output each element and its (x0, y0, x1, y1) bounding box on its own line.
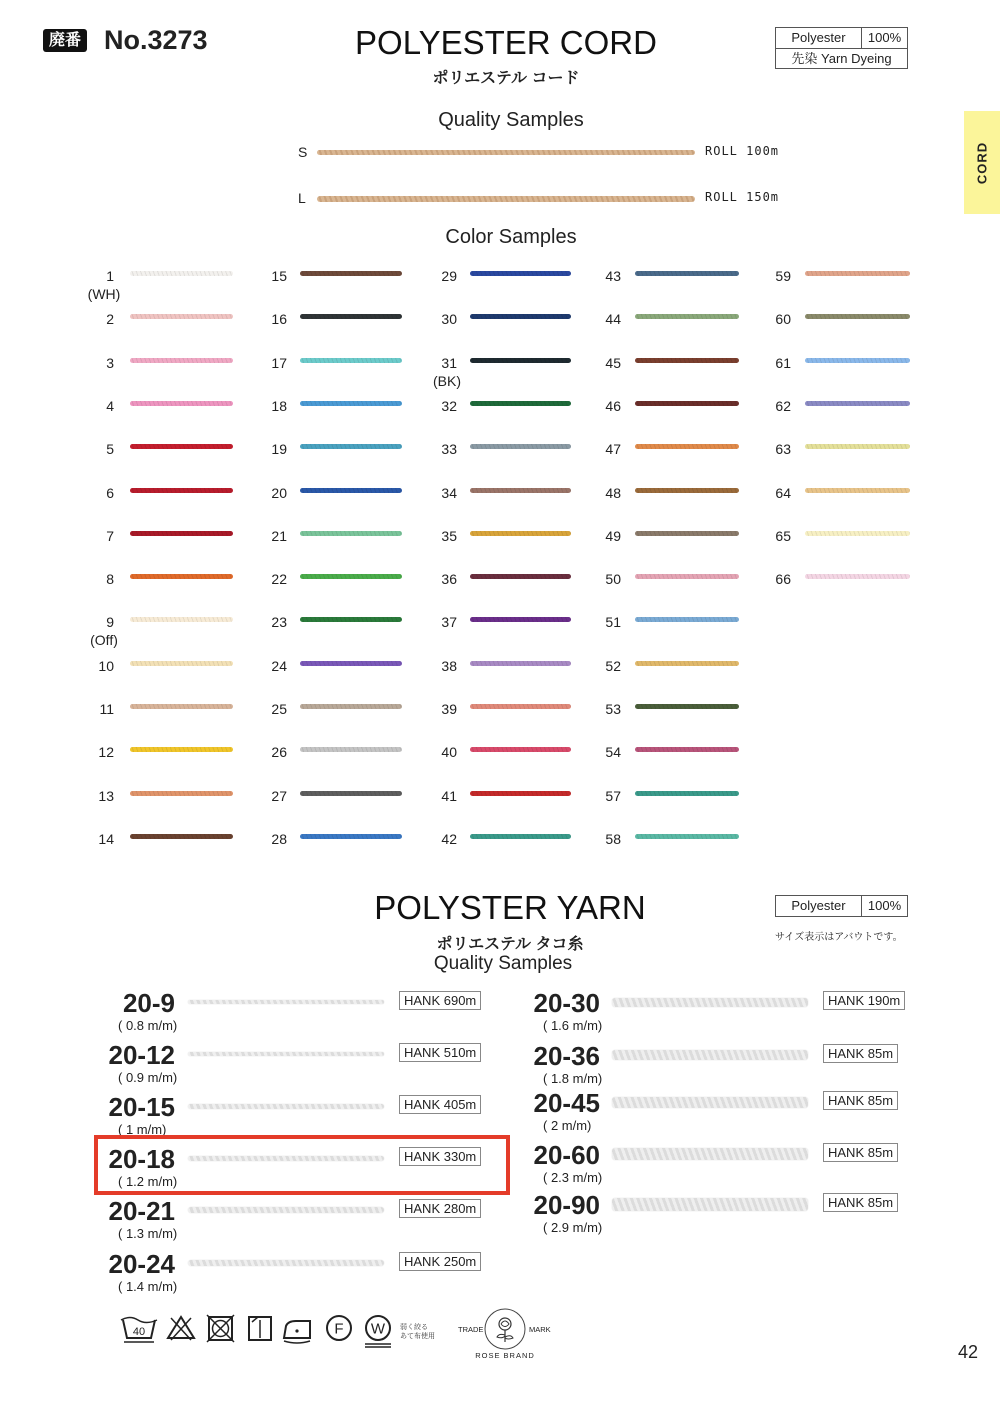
color-code-label: (BK) (433, 372, 461, 389)
color-number: 29 (441, 268, 457, 284)
svg-text:W: W (370, 1320, 386, 1338)
color-swatch[interactable] (470, 444, 571, 449)
spec-percent: 100% (867, 898, 902, 913)
color-swatch[interactable] (300, 834, 402, 839)
spec-material: Polyester (776, 896, 862, 916)
yarn-item-name: 20-18 (108, 1144, 175, 1174)
hank-label: HANK 330m (399, 1147, 481, 1166)
color-number: 60 (775, 311, 791, 328)
color-swatch[interactable] (130, 791, 233, 796)
no-bleach-icon (168, 1317, 194, 1340)
yarn-sample[interactable] (612, 998, 808, 1007)
yarn-spec-table (775, 895, 908, 917)
color-swatch[interactable] (300, 271, 402, 276)
color-swatch[interactable] (130, 358, 233, 363)
hank-label: HANK 690m (399, 991, 481, 1010)
color-swatch[interactable] (300, 747, 402, 752)
yarn-item-size: ( 2 m/m) (543, 1118, 592, 1133)
yarn-subtitle: ポリエステル タコ糸 (436, 936, 584, 953)
hank-label: HANK 510m (399, 1043, 481, 1062)
yarn-item-size: ( 1.8 m/m) (543, 1071, 603, 1086)
color-swatch[interactable] (635, 704, 739, 709)
color-swatch[interactable] (805, 271, 910, 276)
color-swatch[interactable] (470, 531, 571, 536)
color-number: 54 (605, 744, 621, 761)
color-number: 39 (441, 701, 457, 717)
svg-text:MARK: MARK (529, 1325, 551, 1334)
hank-label: HANK 85m (823, 1044, 898, 1063)
color-swatch[interactable] (805, 358, 910, 363)
color-number: 8 (106, 571, 114, 588)
rose-icon (497, 1318, 513, 1342)
color-number: 19 (271, 441, 287, 458)
color-swatch[interactable] (130, 704, 233, 709)
color-number: 9 (106, 614, 114, 631)
color-number: 22 (271, 571, 287, 588)
yarn-item-size: ( 1.3 m/m) (118, 1226, 178, 1241)
color-swatch[interactable] (635, 271, 739, 276)
svg-text:40: 40 (132, 1326, 146, 1338)
color-swatch[interactable] (300, 617, 402, 622)
wash-40-icon (121, 1318, 157, 1343)
color-number: 17 (271, 354, 287, 371)
color-number: 33 (441, 441, 457, 458)
quality-roll-label: ROLL 100m (705, 144, 780, 158)
rose-brand-logo (455, 1304, 555, 1362)
yarn-item-size: ( 1.2 m/m) (118, 1174, 178, 1189)
color-swatch[interactable] (470, 574, 571, 579)
iron-low-icon (284, 1321, 310, 1343)
color-number: 11 (99, 701, 114, 717)
color-swatch[interactable] (300, 401, 402, 406)
yarn-sample[interactable] (612, 1050, 808, 1060)
color-swatch[interactable] (635, 574, 739, 579)
color-swatch[interactable] (635, 834, 739, 839)
yarn-item-name: 20-60 (533, 1140, 600, 1170)
color-number: 41 (441, 787, 457, 804)
color-number: 38 (441, 657, 457, 674)
color-swatch[interactable] (470, 401, 571, 406)
color-number: 7 (106, 527, 114, 544)
color-number: 44 (605, 311, 621, 328)
color-number: 52 (605, 657, 621, 674)
color-number: 14 (98, 830, 114, 847)
color-number: 4 (106, 397, 114, 414)
quality-size-label: S (298, 144, 308, 160)
hank-label: HANK 85m (823, 1091, 898, 1110)
color-number: 13 (98, 787, 114, 804)
color-swatch[interactable] (300, 661, 402, 666)
yarn-item-size: ( 0.8 m/m) (118, 1018, 178, 1033)
color-swatch[interactable] (300, 488, 402, 493)
color-number: 32 (441, 397, 457, 414)
svg-text:ROSE BRAND: ROSE BRAND (475, 1351, 535, 1360)
color-number: 58 (605, 830, 621, 847)
side-tab-cord[interactable] (964, 111, 1000, 214)
yarn-item-name: 20-9 (122, 988, 175, 1018)
yarn-item-size: ( 1.4 m/m) (118, 1279, 178, 1294)
color-swatch[interactable] (130, 314, 233, 319)
color-number: 34 (441, 484, 457, 501)
yarn-item-name: 20-24 (108, 1249, 175, 1279)
color-swatch[interactable] (805, 488, 910, 493)
color-number: 23 (271, 614, 287, 631)
yarn-sample[interactable] (188, 1104, 384, 1109)
color-number: 62 (775, 397, 791, 414)
page-subtitle: ポリエステル コード (432, 70, 580, 87)
color-swatch[interactable] (805, 574, 910, 579)
yarn-item-size: ( 1.6 m/m) (543, 1018, 603, 1033)
dry-clean-f-icon (327, 1316, 351, 1340)
color-swatch[interactable] (635, 747, 739, 752)
color-swatch[interactable] (470, 747, 571, 752)
color-number: 18 (271, 397, 287, 414)
hank-label: HANK 250m (399, 1252, 481, 1271)
color-number: 66 (775, 571, 791, 588)
color-swatch[interactable] (300, 358, 402, 363)
color-swatch[interactable] (470, 314, 571, 319)
color-swatch[interactable] (470, 358, 571, 363)
color-number: 42 (441, 830, 457, 847)
color-swatch[interactable] (130, 271, 233, 276)
color-number: 49 (605, 527, 621, 544)
hank-label: HANK 405m (399, 1095, 481, 1114)
color-swatch[interactable] (130, 574, 233, 579)
color-number: 35 (441, 527, 457, 544)
color-number: 53 (605, 701, 621, 717)
hank-label: HANK 85m (823, 1143, 898, 1162)
color-swatch[interactable] (470, 834, 571, 839)
hank-label: HANK 190m (823, 991, 905, 1010)
side-tab-label: CORD (974, 141, 990, 184)
highlight-box (94, 1135, 510, 1195)
yarn-quality-heading: Quality Samples (433, 953, 573, 974)
color-swatch[interactable] (805, 401, 910, 406)
color-number: 64 (775, 484, 791, 501)
color-number: 2 (106, 311, 114, 328)
yarn-item-name: 20-45 (533, 1088, 600, 1118)
quality-cord-sample (317, 196, 695, 202)
quality-size-label: L (298, 190, 306, 206)
spec-material: Polyester (776, 28, 862, 48)
color-swatch[interactable] (635, 488, 739, 493)
color-swatch[interactable] (130, 747, 233, 752)
color-number: 27 (271, 787, 287, 804)
color-swatch[interactable] (130, 661, 233, 666)
yarn-title: POLYSTER YARN (374, 889, 646, 926)
yarn-sample[interactable] (612, 1097, 808, 1108)
color-swatch[interactable] (805, 531, 910, 536)
color-number: 65 (775, 527, 791, 544)
color-swatch[interactable] (300, 704, 402, 709)
color-swatch[interactable] (300, 791, 402, 796)
color-swatch[interactable] (635, 617, 739, 622)
spec-dye: 先染 Yarn Dyeing (791, 51, 892, 66)
spec-percent: 100% (867, 30, 902, 45)
color-swatch[interactable] (130, 401, 233, 406)
yarn-item-name: 20-30 (533, 988, 600, 1018)
color-swatch[interactable] (470, 271, 571, 276)
color-number: 50 (605, 571, 621, 588)
color-number: 1 (106, 268, 114, 284)
yarn-sample[interactable] (612, 1148, 808, 1160)
yarn-sample[interactable] (188, 1000, 384, 1004)
yarn-sample[interactable] (612, 1198, 808, 1211)
yarn-sample[interactable] (188, 1260, 384, 1266)
yarn-sample[interactable] (188, 1052, 384, 1056)
color-swatch[interactable] (130, 617, 233, 622)
color-swatch[interactable] (130, 834, 233, 839)
color-number: 15 (271, 268, 287, 284)
color-number: 51 (605, 614, 621, 631)
color-number: 43 (605, 268, 621, 284)
color-number: 20 (271, 484, 287, 501)
color-swatch[interactable] (130, 531, 233, 536)
color-number: 48 (605, 484, 621, 501)
color-number: 63 (775, 441, 791, 458)
hank-label: HANK 85m (823, 1193, 898, 1212)
quality-cord-sample (317, 150, 695, 155)
color-swatch[interactable] (635, 661, 739, 666)
color-number: 10 (98, 657, 114, 674)
yarn-item-size: ( 1 m/m) (118, 1122, 167, 1137)
color-code-label: (Off) (90, 632, 118, 649)
discontinued-badge: 廃番 (43, 29, 87, 52)
color-samples-heading: Color Samples (445, 226, 577, 248)
color-swatch[interactable] (130, 488, 233, 493)
page-number: 42 (958, 1342, 979, 1362)
color-number: 24 (271, 657, 287, 674)
wet-clean-w-icon (365, 1316, 391, 1347)
color-swatch[interactable] (635, 791, 739, 796)
yarn-item-name: 20-21 (108, 1196, 175, 1226)
color-swatch[interactable] (635, 444, 739, 449)
cord-spec-table (775, 27, 908, 69)
color-swatch[interactable] (470, 661, 571, 666)
color-number: 21 (271, 527, 287, 544)
yarn-sample[interactable] (188, 1207, 384, 1213)
color-number: 46 (605, 397, 621, 414)
color-number: 47 (605, 441, 621, 458)
svg-text:TRADE: TRADE (458, 1325, 484, 1334)
color-swatch[interactable] (300, 314, 402, 319)
color-swatch[interactable] (300, 531, 402, 536)
yarn-item-name: 20-15 (108, 1092, 175, 1122)
color-swatch[interactable] (470, 617, 571, 622)
yarn-item-name: 20-36 (533, 1041, 600, 1071)
color-number: 61 (775, 354, 791, 371)
color-number: 5 (106, 441, 114, 458)
color-number: 45 (605, 354, 621, 371)
drip-dry-icon (249, 1317, 271, 1340)
color-number: 40 (441, 744, 457, 761)
color-swatch[interactable] (470, 704, 571, 709)
hank-label: HANK 280m (399, 1199, 481, 1218)
size-note: サイズ表示はアバウトです。 (775, 932, 903, 943)
color-swatch[interactable] (130, 444, 233, 449)
quality-samples-heading: Quality Samples (438, 109, 584, 131)
color-number: 6 (106, 484, 114, 501)
quality-roll-label: ROLL 150m (705, 190, 780, 204)
color-number: 25 (271, 701, 287, 717)
color-swatch[interactable] (300, 574, 402, 579)
product-number: No.3273 (104, 25, 208, 55)
color-code-label: (WH) (87, 286, 121, 302)
color-number: 59 (775, 268, 791, 284)
yarn-item-name: 20-90 (533, 1190, 600, 1220)
svg-text:F: F (334, 1320, 344, 1338)
color-swatch[interactable] (635, 401, 739, 406)
color-number: 3 (106, 354, 114, 371)
yarn-item-size: ( 0.9 m/m) (118, 1070, 178, 1085)
color-swatch[interactable] (635, 531, 739, 536)
color-number: 37 (441, 614, 457, 631)
color-swatch[interactable] (470, 488, 571, 493)
page-title: POLYESTER CORD (355, 24, 657, 61)
color-swatch[interactable] (805, 314, 910, 319)
color-number: 30 (441, 311, 457, 328)
color-swatch[interactable] (635, 358, 739, 363)
color-swatch[interactable] (805, 444, 910, 449)
color-swatch[interactable] (635, 314, 739, 319)
color-number: 16 (271, 311, 287, 328)
color-number: 28 (271, 830, 287, 847)
color-number: 26 (271, 744, 287, 761)
wet-clean-note: 弱く絞る あて布使用 (400, 1324, 435, 1340)
color-swatch[interactable] (470, 791, 571, 796)
yarn-item-name: 20-12 (108, 1040, 175, 1070)
color-number: 31 (441, 354, 457, 371)
color-number: 57 (605, 787, 621, 804)
color-number: 36 (441, 571, 457, 588)
color-number: 12 (98, 744, 114, 761)
yarn-item-size: ( 2.9 m/m) (543, 1220, 603, 1235)
yarn-item-size: ( 2.3 m/m) (543, 1170, 603, 1185)
color-swatch[interactable] (300, 444, 402, 449)
no-tumble-dry-icon (207, 1315, 234, 1342)
